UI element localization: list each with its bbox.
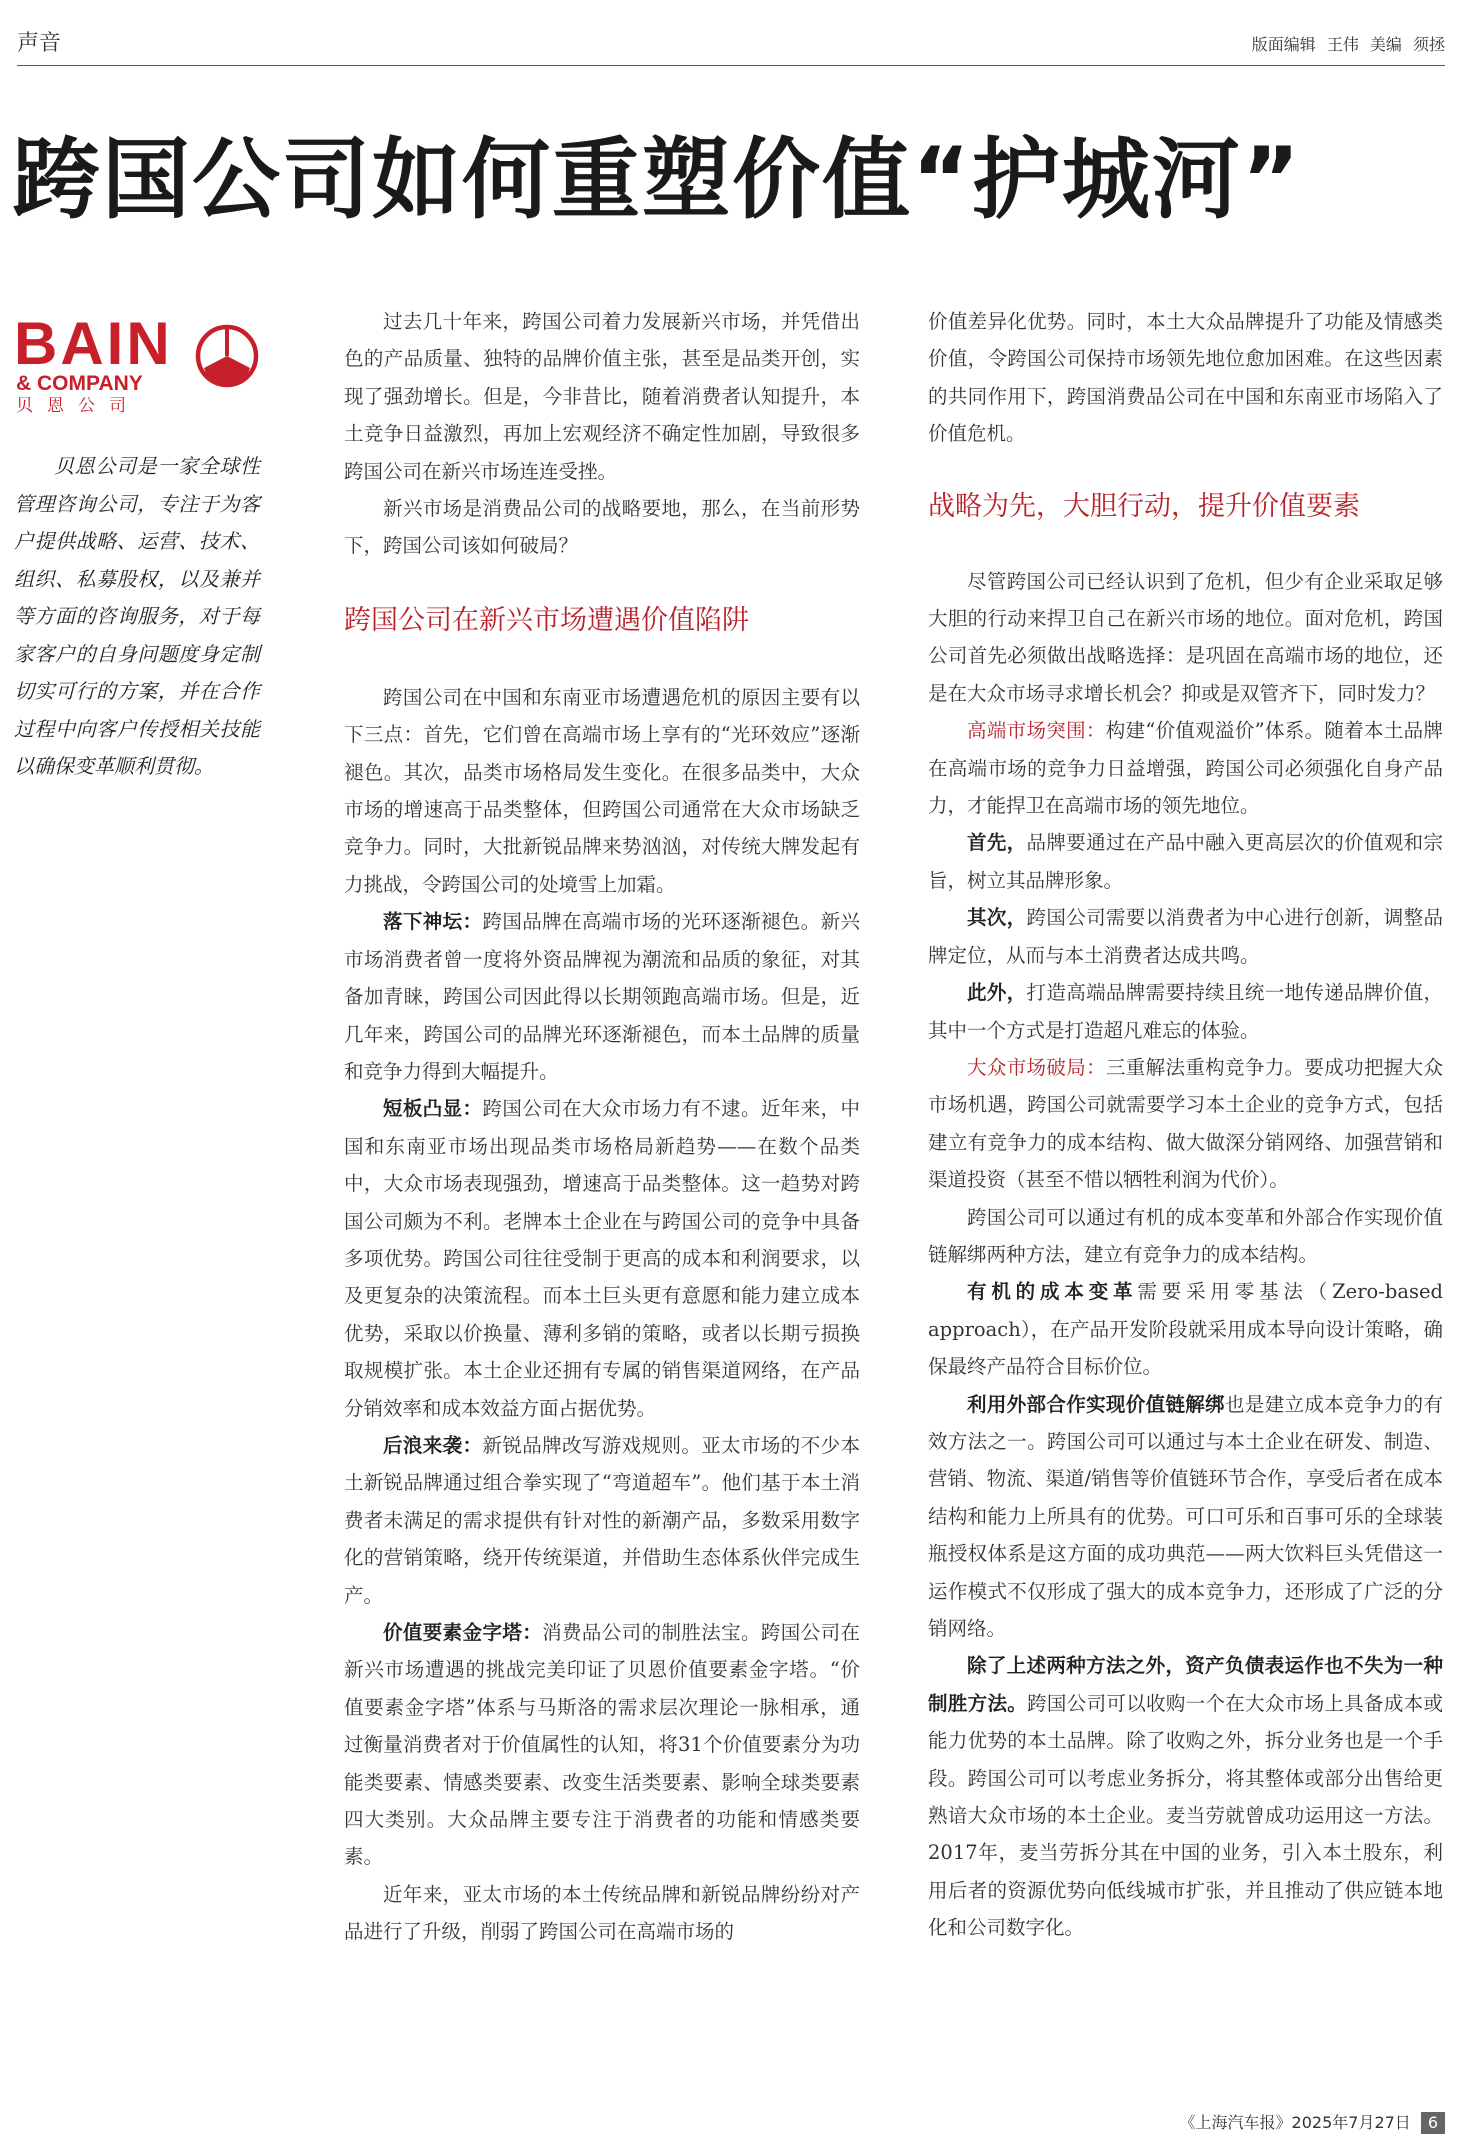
paragraph-lead: 落下神坛：	[383, 910, 483, 934]
page-title: 跨国公司如何重塑价值“护城河”	[12, 128, 1302, 231]
paragraph: 过去几十年来，跨国公司着力发展新兴市场，并凭借出色的产品质量、独特的品牌价值主张，甚至是品类开创，实现了强劲增长。但是，今非昔比，随着消费者认知提升，本土竞争日益激烈，再加上宏观经济不确定性加剧，导致很多跨国公司在新兴市场连连受挫。	[344, 310, 860, 483]
paragraph	[928, 1386, 1443, 1648]
section-heading: 跨国公司在新兴市场遭遇价值陷阱	[344, 604, 749, 636]
paragraph-lead: 价值要素金字塔：	[383, 1621, 543, 1644]
paragraph-lead: 利用外部合作实现价值链解绑	[967, 1392, 1226, 1416]
bain-logo	[14, 308, 259, 413]
page-number: 6	[1421, 2112, 1445, 2134]
paragraph-body: 也是建立成本竞争力的有效方法之一。跨国公司可以通过与本土企业在研发、制造、营销、物流、渠道/销售等价值链环节合作，享受后者在成本结构和能力上所具有的优势。可口可乐和百事可乐的全球装瓶授权体系是这方面的成功典范——两大饮料巨头凭借这一运作模式不仅形成了强大的成本竞争力，还形成了广泛的分销网络。	[928, 1392, 1443, 1640]
company-intro: 贝恩公司是一家全球性管理咨询公司，专注于为客户提供战略、运营、技术、组织、私募股权，以及兼并等方面的咨询服务，对于每家客户的自身问题度身定制切实可行的方案，并在合作过程中向客户传授相关技能以确保变革顺利贯彻。	[14, 454, 260, 778]
paragraph-body: 消费品公司的制胜法宝。跨国公司在新兴市场遭遇的挑战完美印证了贝恩价值要素金字塔。“价值要素金字塔”体系与马斯洛的需求层次理论一脉相承，通过衡量消费者对于价值属性的认知，将31个价值要素分为功能类要素、情感类要素、改变生活类要素、影响全球类要素四大类别。大众品牌主要专注于消费者的功能和情感类要素。	[344, 1621, 860, 1869]
paragraph-lead: 短板凸显：	[383, 1097, 483, 1121]
publication-date: 《上海汽车报》2025年7月27日	[1179, 2113, 1411, 2132]
logo-wordmark: BAIN	[14, 310, 173, 377]
logo-subline: & COMPANY	[16, 372, 143, 395]
paragraph	[344, 1090, 860, 1427]
logo-chinese: 贝恩公司	[16, 396, 140, 413]
paragraph	[928, 824, 1443, 899]
paragraph: 跨国公司可以通过有机的成本变革和外部合作实现价值链解绑两种方法，建立有竞争力的成本结构。	[928, 1205, 1443, 1266]
paragraph-body: 品牌要通过在产品中融入更高层次的价值观和宗旨，树立其品牌形象。	[928, 831, 1443, 892]
section-heading: 战略为先，大胆行动，提升价值要素	[928, 490, 1360, 522]
paragraph	[928, 1049, 1443, 1199]
header-divider	[17, 65, 1445, 66]
paragraph-body: 跨国公司在大众市场力有不逮。近年来，中国和东南亚市场出现品类市场格局新趋势——在数个品类中，大众市场表现强劲，增速高于品类整体。这一趋势对跨国公司颇为不利。老牌本土企业在与跨国公司的竞争中具备多项优势。跨国公司往往受制于更高的成本和利润要求，以及更复杂的决策流程。而本土巨头更有意愿和能力建立成本优势，采取以价换量、薄利多销的策略，或者以长期亏损换取规模扩张。本土企业还拥有专属的销售渠道网络，在产品分销效率和成本效益方面占据优势。	[344, 1097, 860, 1420]
paragraph-body: 新锐品牌改写游戏规则。亚太市场的不少本土新锐品牌通过组合拳实现了“弯道超车”。他们基于本土消费者未满足的需求提供有针对性的新潮产品，多数采用数字化的营销策略，绕开传统渠道，并借助生态体系伙伴完成生产。	[344, 1433, 860, 1607]
paragraph-body: 跨国品牌在高端市场的光环逐渐褪色。新兴市场消费者曾一度将外资品牌视为潮流和品质的象征，对其备加青睐，跨国公司因此得以长期领跑高端市场。但是，近几年来，跨国公司的品牌光环逐渐褪色，而本土品牌的质量和竞争力得到大幅提升。	[344, 910, 860, 1083]
paragraph	[928, 1647, 1443, 1946]
paragraph	[928, 1273, 1443, 1385]
paragraph-body: 构建“价值观溢价”体系。随着本土品牌在高端市场的竞争力日益增强，跨国公司必须强化自身产品力，才能捍卫在高端市场的领先地位。	[928, 719, 1443, 818]
paragraph-lead: 其次，	[967, 906, 1027, 930]
article-column-2	[344, 303, 860, 1951]
paragraph-lead: 此外，	[967, 981, 1027, 1005]
paragraph-body: 需要采用零基法（Zero-based approach），在产品开发阶段就采用成本导向设计策略，确保最终产品符合目标价位。	[928, 1280, 1443, 1379]
paragraph-body: 三重解法重构竞争力。要成功把握大众市场机遇，跨国公司就需要学习本土企业的竞争方式，包括建立有竞争力的成本结构、做大做深分销网络、加强营销和渠道投资（甚至不惜以牺牲利润为代价）。	[928, 1055, 1443, 1192]
editor-credits: 版面编辑 王伟 美编 须拯	[1251, 35, 1445, 54]
paragraph-lead: 有机的成本变革	[967, 1280, 1138, 1304]
paragraph	[344, 1614, 860, 1876]
article-column-3	[928, 303, 1443, 1947]
paragraph-lead: 首先，	[967, 831, 1027, 855]
paragraph-lead: 后浪来袭：	[383, 1433, 483, 1457]
paragraph	[928, 899, 1443, 974]
paragraph: 近年来，亚太市场的本土传统品牌和新锐品牌纷纷对产品进行了升级，削弱了跨国公司在高端市场的	[344, 1882, 860, 1944]
logo-emblem-icon	[198, 327, 256, 385]
paragraph	[344, 903, 860, 1090]
section-label: 声音	[17, 31, 62, 56]
paragraph: 尽管跨国公司已经认识到了危机，但少有企业采取足够大胆的行动来捍卫自己在新兴市场的地位。面对危机，跨国公司首先必须做出战略选择：是巩固在高端市场的地位，还是在大众市场寻求增长机会？抑或是双管齐下，同时发力？	[928, 569, 1443, 705]
paragraph: 价值差异化优势。同时，本土大众品牌提升了功能及情感类价值，令跨国公司保持市场领先地位愈加困难。在这些因素的共同作用下，跨国消费品公司在中国和东南亚市场陷入了价值危机。	[928, 310, 1443, 446]
paragraph-lead: 大众市场破局：	[967, 1055, 1106, 1079]
paragraph: 跨国公司在中国和东南亚市场遭遇危机的原因主要有以下三点：首先，它们曾在高端市场上享有的“光环效应”逐渐褪色。其次，品类市场格局发生变化。在很多品类中，大众市场的增速高于品类整体，但跨国公司通常在大众市场缺乏竞争力。同时，大批新锐品牌来势汹汹，对传统大牌发起有力挑战，令跨国公司的处境雪上加霜。	[344, 685, 860, 896]
paragraph: 新兴市场是消费品公司的战略要地，那么，在当前形势下，跨国公司该如何破局？	[344, 497, 860, 558]
paragraph	[344, 1427, 860, 1614]
paragraph	[928, 974, 1443, 1049]
paragraph-lead: 除了上述两种方法之外，资产负债表运作也不失为一种制胜方法。	[928, 1654, 1443, 1715]
paragraph	[928, 712, 1443, 824]
page-footer	[1180, 2110, 1445, 2134]
paragraph-lead: 高端市场突围：	[967, 719, 1106, 743]
paragraph-body: 跨国公司需要以消费者为中心进行创新，调整品牌定位，从而与本土消费者达成共鸣。	[928, 906, 1443, 967]
paragraph-body: 打造高端品牌需要持续且统一地传递品牌价值，其中一个方式是打造超凡难忘的体验。	[928, 981, 1443, 1042]
paragraph-body: 跨国公司可以收购一个在大众市场上具备成本或能力优势的本土品牌。除了收购之外，拆分业务也是一个手段。跨国公司可以考虑业务拆分，将其整体或部分出售给更熟谙大众市场的本土企业。麦当劳就曾成功运用这一方法。2017年，麦当劳拆分其在中国的业务，引入本土股东，利用后者的资源优势向低线城市扩张，并且推动了供应链本地化和公司数字化。	[928, 1691, 1443, 1940]
